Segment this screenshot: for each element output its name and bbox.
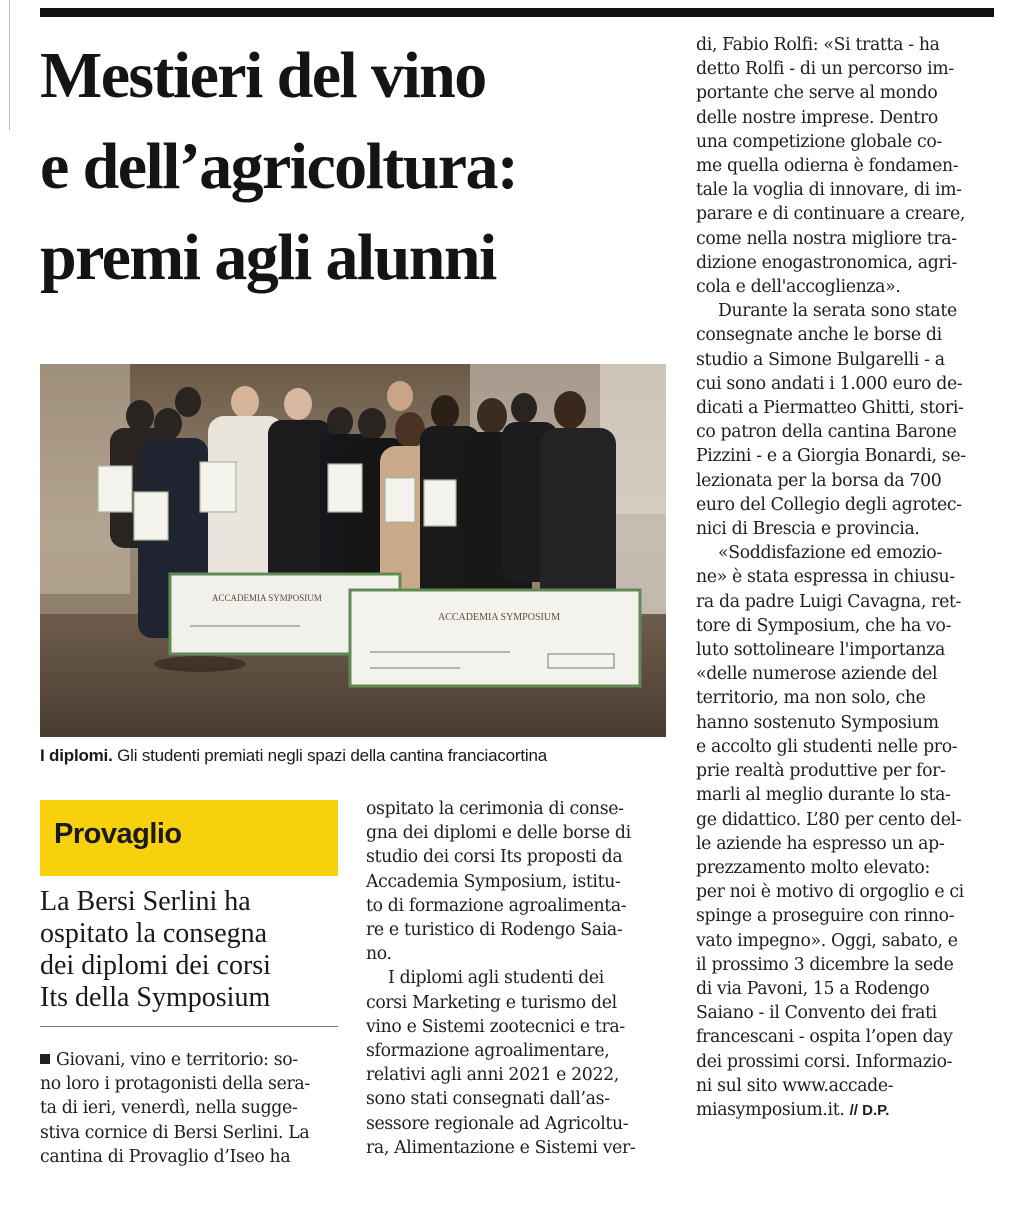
body-line: sformazione agroalimentare, [366,1041,610,1062]
left-margin-rule [9,0,10,130]
article-photo [40,364,666,737]
photo-caption [40,745,680,767]
caption-lead: I diplomi. [40,746,113,765]
body-line: e accolto gli studenti nelle pro- [696,736,958,757]
body-line: luto sottolineare l'importanza [696,640,945,661]
body-line: prie realtà produttive per for- [696,761,946,782]
body-line: parare e di continuare a creare, [696,204,965,225]
body-line: co patron della cantina Barone [696,422,957,443]
body-line: gna dei diplomi e delle borse di [366,823,631,844]
subhead-line: dei diplomi dei corsi [40,950,271,981]
body-line: spinge a proseguire con rinno- [696,906,955,927]
body-line: tore di Symposium, che ha vo- [696,615,952,636]
body-line: me quella odierna è fondamen- [696,156,959,177]
body-line: dei prossimi corsi. Informazio- [696,1051,953,1072]
body-line: Pizzini - e a Giorgia Bonardi, se- [696,446,966,467]
body-column-2 [366,797,666,1160]
cheque-brand-text: ACCADEMIA SYMPOSIUM [212,593,322,603]
body-line: una competizione globale co- [696,131,942,152]
body-line: cui sono andati i 1.000 euro de- [696,373,963,394]
subhead-line: La Bersi Serlini ha [40,886,251,917]
body-line: tale la voglia di innovare, di im- [696,180,962,201]
body-line: vato impegno». Oggi, sabato, e [696,930,958,951]
body-line: dizione enogastronomica, agri- [696,252,957,273]
body-line: no loro i protagonisti della sera- [40,1074,310,1095]
body-line: dicati a Piermatteo Ghitti, stori- [696,398,964,419]
body-column-3 [696,33,994,1123]
body-line: di via Pavoni, 15 a Rodengo [696,978,930,999]
body-line-text: Giovani, vino e territorio: so- [56,1050,298,1070]
body-line: sessore regionale ad Agricoltu- [366,1113,629,1134]
body-line: marli al meglio durante lo sta- [696,785,951,806]
body-line: corsi Marketing e turismo del [366,992,617,1013]
body-line: ne» è stata espressa in chiusu- [696,567,955,588]
body-line: francescani - ospita l’open day [696,1027,953,1048]
body-line: lezionata per la borsa da 700 [696,470,942,491]
body-line: euro del Collegio degli agrotec- [696,494,962,515]
body-line: ra, Alimentazione e Sistemi ver- [366,1137,636,1158]
body-line: Accademia Symposium, istitu- [366,871,621,892]
body-line: re e turistico di Rodengo Saia- [366,920,623,941]
body-line: territorio, ma non solo, che [696,688,926,709]
body-line: sono stati consegnati dall’as- [366,1089,610,1110]
headline-line: Mestieri del vino [40,39,486,112]
body-line: prezzamento molto elevato: [696,857,930,878]
bullet-square-icon [40,1054,50,1064]
body-line: no. [366,944,392,965]
body-line: I diplomi agli studenti dei [388,968,604,989]
body-line: Saiano - il Convento dei frati [696,1003,937,1024]
body-line: cantina di Provaglio d’Iseo ha [40,1146,291,1167]
body-line: di, Fabio Rolfi: «Si tratta - ha [696,35,940,55]
body-line: to di formazione agroalimenta- [366,895,627,916]
body-line: studio dei corsi Its proposti da [366,847,623,868]
body-line: «Soddisfazione ed emozio- [718,543,942,564]
body-line: il prossimo 3 dicembre la sede [696,954,954,975]
body-line: cola e dell'accoglienza». [696,277,901,298]
cheque-brand-text: ACCADEMIA SYMPOSIUM [438,612,560,623]
body-line: nici di Brescia e provincia. [696,519,920,540]
subhead-rule [40,1026,338,1027]
body-line: ra da padre Luigi Cavagna, ret- [696,591,962,612]
body-line: per noi è motivo di orgoglio e ci [696,882,964,903]
headline-line: e dell’agricoltura: [40,130,518,203]
body-line: stiva cornice di Bersi Serlini. La [40,1122,310,1143]
body-line: le aziende ha espresso un ap- [696,833,945,854]
body-line: portante che serve al mondo [696,83,938,104]
body-line: ta di ieri, venerdì, nella sugge- [40,1098,298,1119]
body-line: «delle numerose aziende del [696,664,938,685]
section-tag-label: Provaglio [54,818,182,850]
section-tag [40,800,338,876]
body-line [40,1048,338,1072]
photo-illustration [40,364,666,737]
body-line: Durante la serata sono state [718,301,957,322]
top-rule [40,8,994,17]
body-line: ni sul sito www.accade- [696,1075,894,1096]
caption-text: Gli studenti premiati negli spazi della cantina franciacortina [112,746,547,765]
body-line: studio a Simone Bulgarelli - a [696,349,945,370]
body-line: consegnate anche le borse di [696,325,942,346]
subhead-line: ospitato la consegna [40,918,268,949]
author-signature: // D.P. [849,1101,890,1119]
subhead-line: Its della Symposium [40,982,271,1013]
body-line: vino e Sistemi zootecnici e tra- [366,1016,625,1037]
body-line-last [696,1098,994,1123]
body-line: hanno sostenuto Symposium [696,712,939,733]
headline-line: premi agli alunni [40,221,496,294]
body-line: delle nostre imprese. Dentro [696,107,938,128]
subheadline [40,886,340,1014]
body-line: ospitato la cerimonia di conse- [366,799,624,819]
body-column-1 [40,1048,338,1169]
body-line: come nella nostra migliore tra- [696,228,957,249]
headline [40,30,680,303]
body-line: relativi agli anni 2021 e 2022, [366,1065,619,1086]
body-line: ge didattico. L’80 per cento del- [696,809,962,830]
body-line: detto Rolfi - di un percorso im- [696,59,954,80]
body-line-text: miasymposium.it. [696,1099,845,1120]
